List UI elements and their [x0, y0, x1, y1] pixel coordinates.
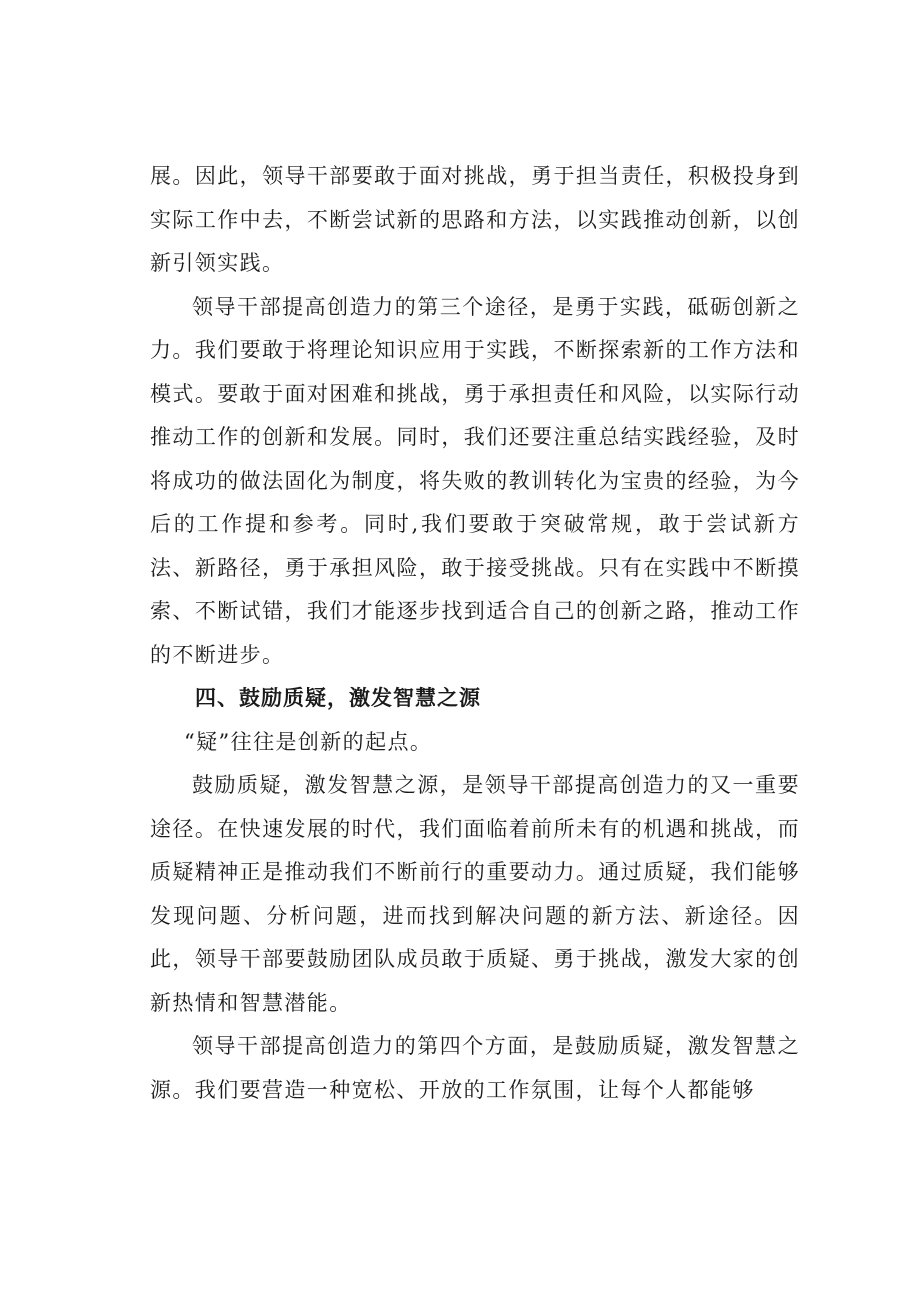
paragraph-continued: 展。因此，领导干部要敢于面对挑战，勇于担当责任，积极投身到实际工作中去，不断尝试新的思路和方法，以实践推动创新，以创新引领实践。	[150, 164, 800, 275]
section-heading: 四、鼓励质疑，激发智慧之源	[195, 686, 481, 710]
paragraph-third-approach: 领导干部提高创造力的第三个途径，是勇于实践，砥砺创新之力。我们要敢于将理论知识应用于实践，不断探索新的工作方法和模式。要敢于面对困难和挑战，勇于承担责任和风险，以实际行动推动工作的创新和发展。同时，我们还要注重总结实践经验，及时将成功的做法固化为制度，将失败的教训转化为宝贵的经验，为今后的工作提和参考。同时,我们要敢于突破常规，敢于尝试新方法、新路径，勇于承担风险，敢于接受挑战。只有在实践中不断摸索、不断试错，我们才能逐步找到适合自己的创新之路，推动工作的不断进步。	[150, 294, 800, 667]
paragraph-encourage-questioning: 鼓励质疑，激发智慧之源，是领导干部提高创造力的又一重要途径。在快速发展的时代，我们面临着前所未有的机遇和挑战，而质疑精神正是推动我们不断前行的重要动力。通过质疑，我们能够发现问题、分析问题，进而找到解决问题的新方法、新途径。因此，领导干部要鼓励团队成员敢于质疑、勇于挑战，激发大家的创新热情和智慧潜能。	[150, 773, 800, 1015]
document-body	[150, 155, 800, 1112]
paragraph-fourth-aspect: 领导干部提高创造力的第四个方面，是鼓励质疑，激发智慧之源。我们要营造一种宽松、开放的工作氛围，让每个人都能够	[150, 1034, 800, 1102]
quote-line: “疑”往往是创新的起点。	[184, 729, 433, 754]
